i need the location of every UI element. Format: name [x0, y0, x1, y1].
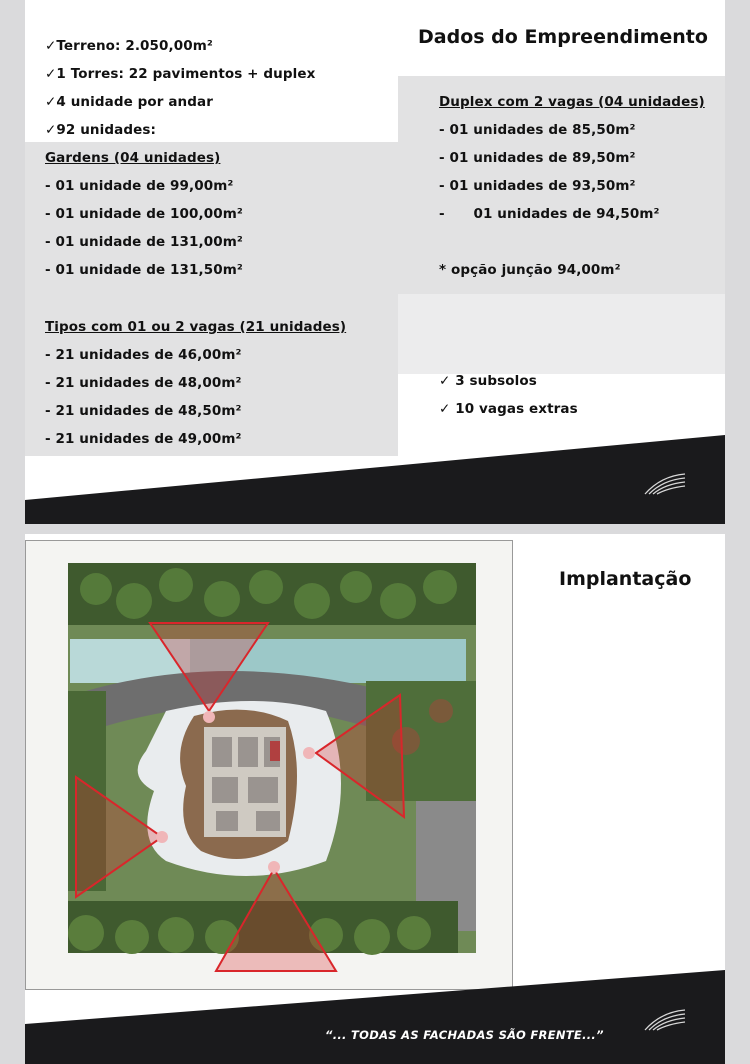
duplex-item: - 01 unidades de 94,50m² [439, 206, 660, 222]
duplex-item: - 01 unidades de 85,50m² [439, 122, 636, 138]
footer-band [25, 430, 725, 524]
gardens-item: - 01 unidade de 131,00m² [45, 234, 243, 250]
tipos-item: - 21 unidades de 48,00m² [45, 375, 242, 391]
tipos-item: - 21 unidades de 48,50m² [45, 403, 242, 419]
gardens-item: - 01 unidade de 99,00m² [45, 178, 234, 194]
check-unidades: ✓92 unidades: [45, 122, 156, 138]
extra-vagas: ✓ 10 vagas extras [439, 401, 578, 417]
tipos-heading: Tipos com 01 ou 2 vagas (21 unidades) [45, 319, 347, 335]
gardens-item: - 01 unidade de 100,00m² [45, 206, 243, 222]
duplex-item: - 01 unidades de 89,50m² [439, 150, 636, 166]
fachadas-quote: “... TODAS AS FACHADAS SÃO FRENTE...” [325, 1028, 604, 1042]
duplex-note: * opção junção 94,00m² [439, 262, 621, 278]
tipos-item: - 21 unidades de 49,00m² [45, 431, 242, 447]
check-terreno: ✓Terreno: 2.050,00m² [45, 38, 213, 54]
slide-dados-empreendimento [25, 0, 725, 524]
tipos-item: - 21 unidades de 46,00m² [45, 347, 242, 363]
slide-implantacao [25, 534, 725, 1064]
logo-arcs-icon [643, 470, 687, 496]
duplex-heading: Duplex com 2 vagas (04 unidades) [439, 94, 705, 110]
logo-arcs-icon [643, 1006, 687, 1032]
check-torres: ✓1 Torres: 22 pavimentos + duplex [45, 66, 316, 82]
extra-subsolos: ✓ 3 subsolos [439, 373, 537, 389]
duplex-item: - 01 unidades de 93,50m² [439, 178, 636, 194]
check-unidade-andar: ✓4 unidade por andar [45, 94, 213, 110]
footer-band [25, 964, 725, 1064]
extras-panel [398, 294, 725, 374]
implantacao-title: Implantação [559, 568, 692, 590]
page-title: Dados do Empreendimento [418, 26, 708, 48]
gardens-heading: Gardens (04 unidades) [45, 150, 221, 166]
gardens-item: - 01 unidade de 131,50m² [45, 262, 243, 278]
site-plan-image [25, 540, 513, 990]
